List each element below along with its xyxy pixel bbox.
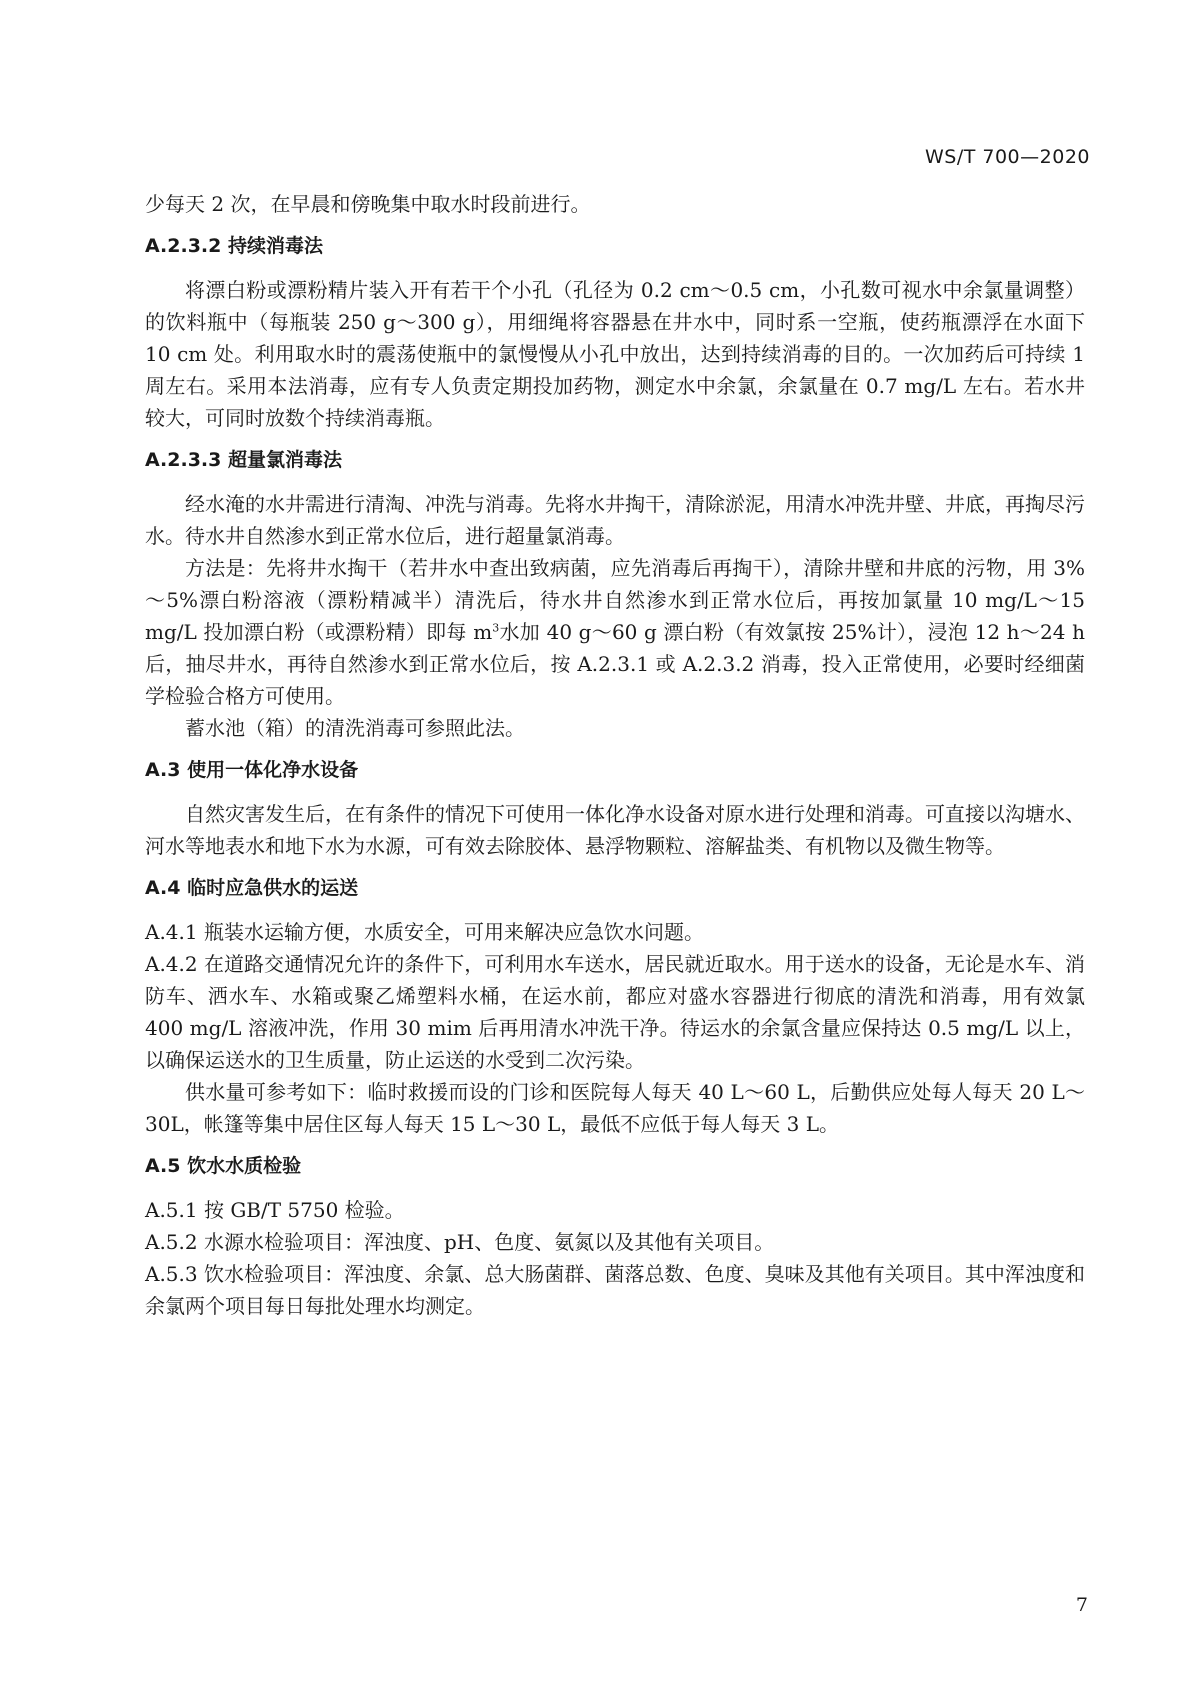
document-body: [145, 188, 1085, 1322]
paragraph-a-2-3-3-2-part1: 方法是：先将井水掏干（若井水中查出致病菌，应先消毒后再掏干），清除井壁和井底的污物，用 3%～5%漂白粉溶液（漂粉精减半）清洗后，待水井自然渗水到正常水位后，再按加氯量 10 mg/L～15 mg/L 投加漂白粉（或漂粉精）即每 m: [145, 556, 1085, 644]
clause-a-5-1: A.5.1 按 GB/T 5750 检验。: [145, 1198, 405, 1222]
paragraph-a-2-3-3-1: 经水淹的水井需进行清淘、冲洗与消毒。先将水井掏干，清除淤泥，用清水冲洗井壁、井底，再掏尽污水。待水井自然渗水到正常水位后，进行超量氯消毒。: [145, 492, 1085, 548]
paragraph-a-2-3-3-3: 蓄水池（箱）的清洗消毒可参照此法。: [185, 716, 525, 740]
clause-a-5-2: A.5.2 水源水检验项目：浑浊度、pH、色度、氨氮以及其他有关项目。: [145, 1230, 775, 1254]
heading-a-2-3-3: A.2.3.3 超量氯消毒法: [145, 449, 342, 471]
continued-paragraph: 少每天 2 次，在早晨和傍晚集中取水时段前进行。: [145, 192, 591, 216]
page-number: 7: [1075, 1594, 1088, 1616]
standard-code-header: WS/T 700—2020: [924, 146, 1090, 168]
paragraph-a-3: 自然灾害发生后，在有条件的情况下可使用一体化净水设备对原水进行处理和消毒。可直接以沟塘水、河水等地表水和地下水为水源，可有效去除胶体、悬浮物颗粒、溶解盐类、有机物以及微生物等。: [145, 802, 1085, 858]
clause-a-4-2: A.4.2 在道路交通情况允许的条件下，可利用水车送水，居民就近取水。用于送水的设备，无论是水车、消防车、洒水车、水箱或聚乙烯塑料水桶，在运水前，都应对盛水容器进行彻底的清洗和消毒，用有效氯 400 mg/L 溶液冲洗，作用 30 mim 后再用清水冲洗干净。待运水的余氯含量应保持达 0.5 mg/L 以上，以确保运送水的卫生质量，防止运送的水受到二次污染。: [145, 952, 1085, 1072]
cubic-superscript: 3: [492, 621, 500, 635]
heading-a-2-3-2: A.2.3.2 持续消毒法: [145, 235, 323, 257]
paragraph-a-2-3-3-2-part2: 水加 40 g～60 g 漂白粉（有效氯按 25%计），浸泡 12 h～24 h 后，抽尽井水，再待自然渗水到正常水位后，按 A.2.3.1 或 A.2.3.2 消毒，投入正常使用，必要时经细菌学检验合格方可使用。: [145, 620, 1085, 708]
clause-a-4-1: A.4.1 瓶装水运输方便，水质安全，可用来解决应急饮水问题。: [145, 920, 704, 944]
heading-a-3: A.3 使用一体化净水设备: [145, 759, 359, 781]
paragraph-a-2-3-2: 将漂白粉或漂粉精片装入开有若干个小孔（孔径为 0.2 cm～0.5 cm，小孔数可视水中余氯量调整）的饮料瓶中（每瓶装 250 g～300 g），用细绳将容器悬在井水中，同时系一空瓶，使药瓶漂浮在水面下 10 cm 处。利用取水时的震荡使瓶中的氯慢慢从小孔中放出，达到持续消毒的目的。一次加药后可持续 1 周左右。采用本法消毒，应有专人负责定期投加药物，测定水中余氯，余氯量在 0.7 mg/L 左右。若水井较大，可同时放数个持续消毒瓶。: [145, 278, 1085, 430]
clause-a-5-3: A.5.3 饮水检验项目：浑浊度、余氯、总大肠菌群、菌落总数、色度、臭味及其他有关项目。其中浑浊度和余氯两个项目每日每批处理水均测定。: [145, 1262, 1085, 1318]
paragraph-water-supply: 供水量可参考如下：临时救援而设的门诊和医院每人每天 40 L～60 L，后勤供应处每人每天 20 L～30L，帐篷等集中居住区每人每天 15 L～30 L，最低不应低于每人每天 3 L。: [145, 1080, 1085, 1136]
paragraph-a-2-3-3-2: [145, 552, 1085, 712]
heading-a-5: A.5 饮水水质检验: [145, 1155, 302, 1177]
heading-a-4: A.4 临时应急供水的运送: [145, 877, 359, 899]
